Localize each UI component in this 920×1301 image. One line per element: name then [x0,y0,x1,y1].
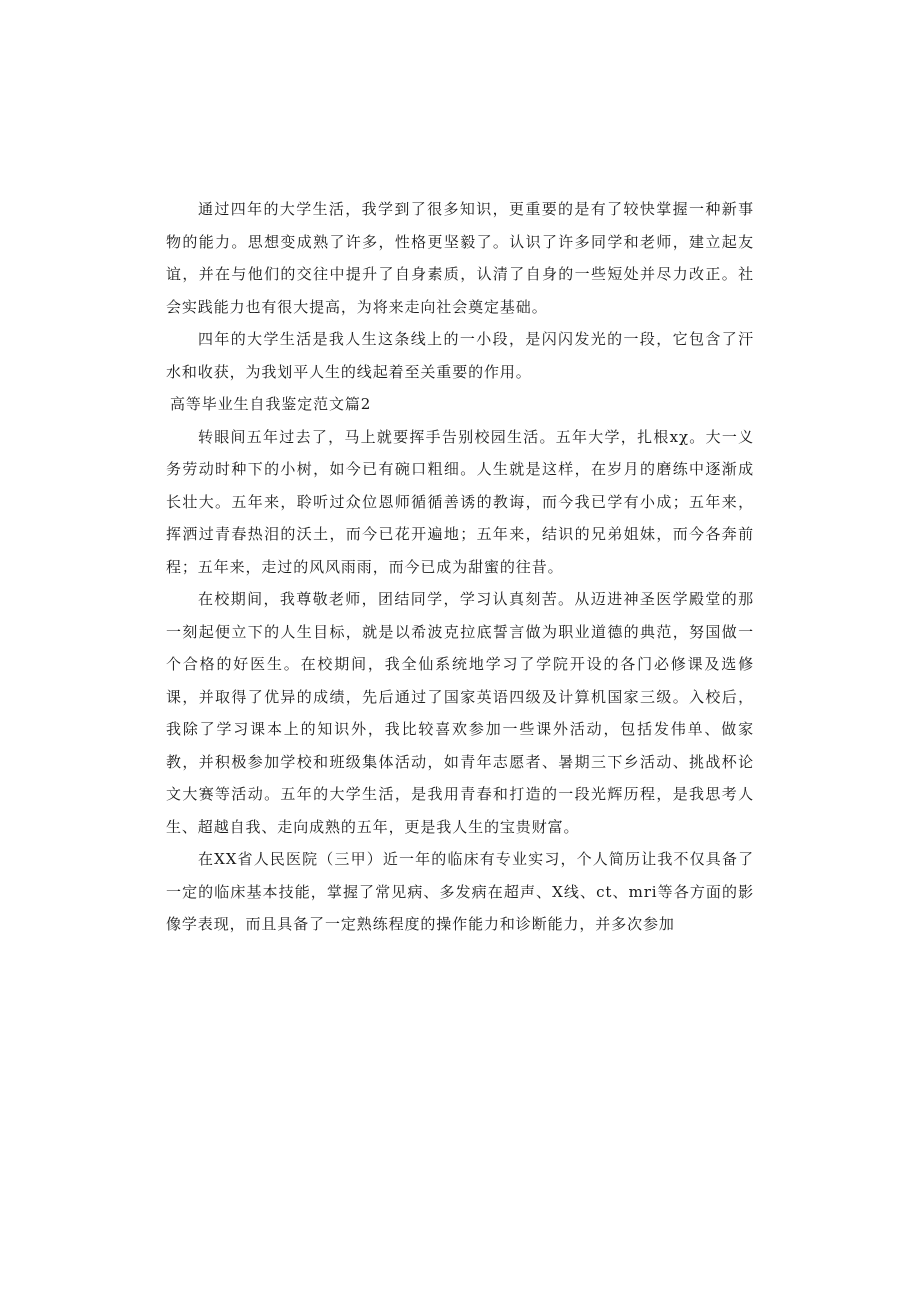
paragraph-five-years-passed: 转眼间五年过去了，马上就要挥手告别校园生活。五年大学，扎根xχ。大一义务劳动时种下的小树，如今已有碗口粗细。人生就是这样，在岁月的磨练中逐渐成长壮大。五年来，聆听过众位恩师循循善诱的教诲，而今我已学有小成；五年来，挥洒过青春热泪的沃土，而今已花开遍地；五年来，结识的兄弟姐妹，而今各奔前程；五年来，走过的风风雨雨，而今已成为甜蜜的往昔。 [166,427,754,576]
paragraph-clinical-internship: 在XX省人民医院（三甲）近一年的临床有专业实习，个人简历让我不仅具备了一定的临床基本技能，掌握了常见病、多发病在超声、X线、ct、mri等各方面的影像学表现，而且具备了一定熟练程度的操作能力和诊断能力，并多次参加 [166,850,754,933]
section-heading: 高等毕业生自我鉴定范文篇2 [170,395,372,413]
paragraph-university-growth: 通过四年的大学生活，我学到了很多知识，更重要的是有了较快掌握一种新事物的能力。思想变成熟了许多，性格更坚毅了。认识了许多同学和老师，建立起友谊，并在与他们的交往中提升了自身素质，认清了自身的一些短处并尽力改正。社会实践能力也有很大提高，为将来走向社会奠定基础。 [166,200,754,316]
document-body [166,193,754,941]
paragraph-school-period: 在校期间，我尊敬老师，团结同学，学习认真刻苦。从迈进神圣医学殿堂的那一刻起便立下的人生目标，就是以希波克拉底誓言做为职业道德的典范，努国做一个合格的好医生。在校期间，我全仙系统地学习了学院开设的各门必修课及选修课，并取得了优异的成绩，先后通过了国家英语四级及计算机国家三级。入校后，我除了学习课本上的知识外，我比较喜欢参加一些课外活动，包括发伟单、做家教，并积极参加学校和班级集体活动，如青年志愿者、暑期三下乡活动、挑战杯论文大赛等活动。五年的大学生活，是我用青春和打造的一段光辉历程，是我思考人生、超越自我、走向成熟的五年，更是我人生的宝贵财富。 [166,590,754,836]
paragraph-four-years-summary: 四年的大学生活是我人生这条线上的一小段，是闪闪发光的一段，它包含了汗水和收获，为我划平人生的线起着至关重要的作用。 [166,330,754,381]
